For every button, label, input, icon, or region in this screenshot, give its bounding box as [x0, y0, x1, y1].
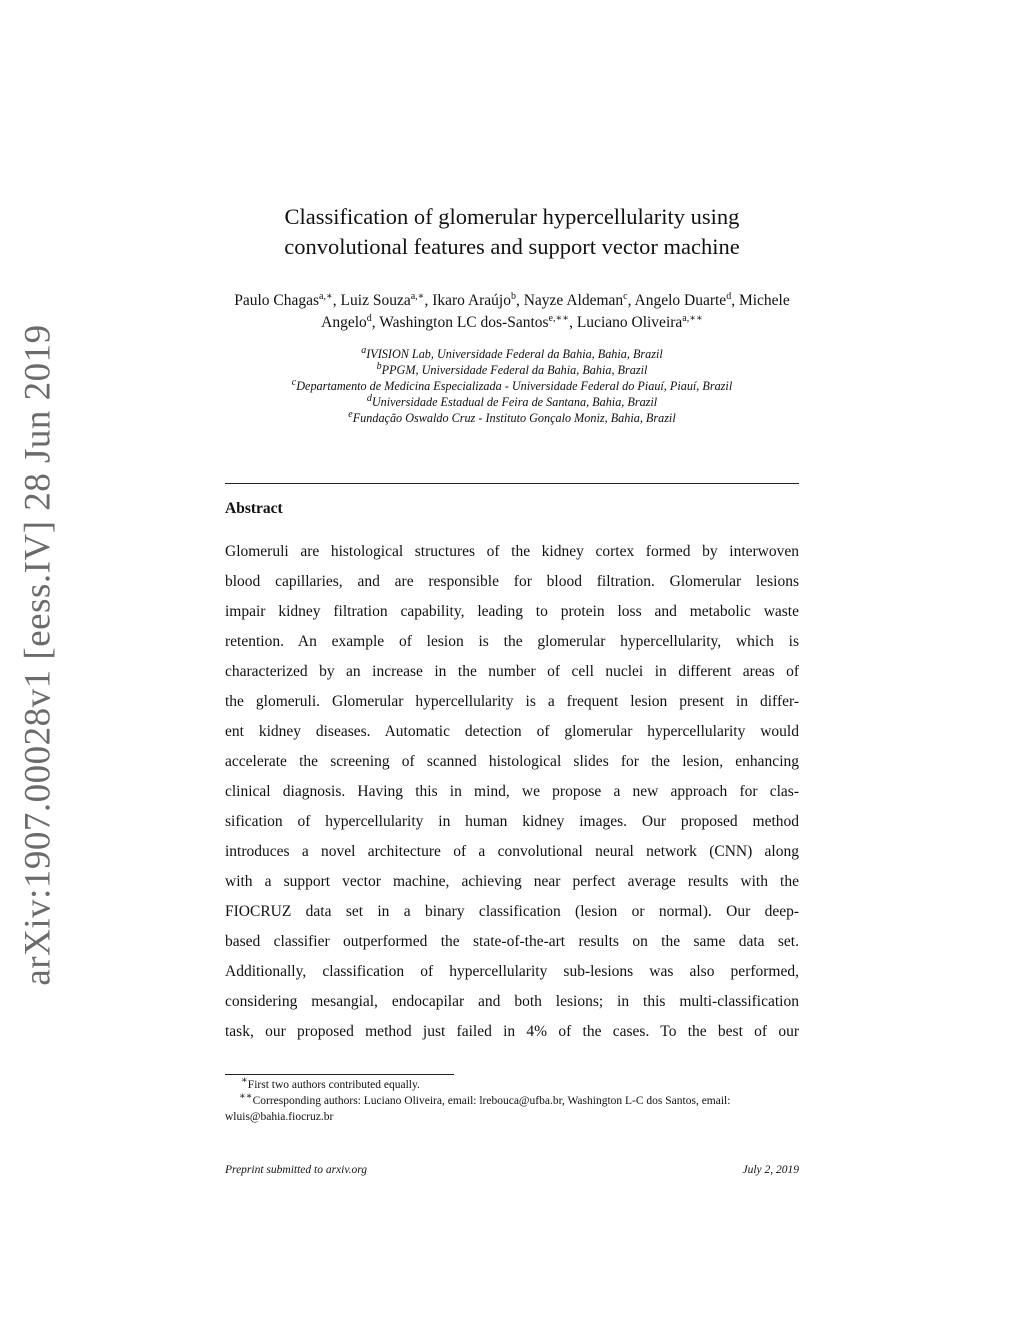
abstract-line: characterized by an increase in the number of cell nuclei in different areas of [225, 663, 799, 680]
author: Nayze Aldeman$^c$, [523, 290, 635, 309]
affiliation-item: $^a$IVISION Lab, Universidade Federal da Bahia, Bahia, Brazil [361, 344, 663, 361]
author: Luiz Souza$^{a,∗}$, [340, 290, 433, 309]
abstract-line: ent kidney diseases. Automatic detection of glomerular hypercellularity would [225, 723, 799, 740]
abstract-line: based classifier outperformed the state-of-the-art results on the same data set. [225, 933, 799, 950]
affiliation-item: $^d$Universidade Estadual de Feira de Santana, Bahia, Brazil [366, 392, 658, 409]
footnote-corresponding-authors: ∗∗Corresponding authors: Luciano Oliveira, email: lrebouca@ufba.br, Washington L-C dos Santos, email: wluis@bahia.fiocruz.br [225, 1091, 731, 1123]
author: Michele Angelo$^d$, [321, 292, 790, 331]
abstract-line: clinical diagnosis. Having this in mind, we propose a new approach for clas- [225, 783, 799, 800]
author: Angelo Duarte$^d$, [634, 290, 739, 309]
abstract-line: the glomeruli. Glomerular hypercellularity is a frequent lesion present in differ- [225, 693, 799, 710]
abstract-line: impair kidney filtration capability, leading to protein loss and metabolic waste [225, 603, 799, 620]
author: Washington LC dos-Santos$^{e,∗∗}$, [379, 312, 577, 331]
footnote-rule [225, 1074, 454, 1075]
affiliation-item: $^b$PPGM, Universidade Federal da Bahia, Bahia, Brazil [376, 360, 648, 377]
preprint-date: July 2, 2019 [742, 1164, 799, 1176]
author: Ikaro Araújo$^b$, [432, 290, 524, 309]
paper-title [225, 202, 799, 262]
affiliation-item: $^e$Fundação Oswaldo Cruz - Instituto Gonçalo Moniz, Bahia, Brazil [348, 408, 676, 425]
author: Luciano Oliveira$^{a,∗∗}$ [576, 312, 703, 331]
affiliation-list [225, 346, 799, 426]
abstract-line: accelerate the screening of scanned histological slides for the lesion, enhancing [225, 753, 799, 770]
title-line-2: convolutional features and support vector machine [284, 234, 740, 259]
author: Paulo Chagas$^{a,∗}$, [234, 290, 341, 309]
abstract-line: task, our proposed method just failed in 4% of the cases. To the best of our [225, 1023, 799, 1040]
arxiv-identifier-stamp: arXiv:1907.00028v1 [eess.IV] 28 Jun 2019 [17, 324, 59, 986]
title-line-1: Classification of glomerular hypercellularity using [284, 204, 740, 229]
abstract-line: retention. An example of lesion is the glomerular hypercellularity, which is [225, 633, 799, 650]
abstract-line: sification of hypercellularity in human kidney images. Our proposed method [225, 813, 799, 830]
footnote-equal-contribution: ∗First two authors contributed equally. [241, 1075, 420, 1091]
abstract-line: Glomeruli are histological structures of the kidney cortex formed by interwoven [225, 543, 799, 560]
abstract-body [225, 537, 799, 1047]
abstract-line: Additionally, classification of hypercellularity sub-lesions was also performed, [225, 963, 799, 980]
abstract-line: with a support vector machine, achieving near perfect average results with the [225, 873, 799, 890]
preprint-notice: Preprint submitted to arxiv.org [225, 1164, 368, 1176]
affiliation-item: $^c$Departamento de Medicina Especializada - Universidade Federal do Piauí, Piauí, Brazil [291, 376, 733, 393]
abstract-line: introduces a novel architecture of a convolutional neural network (CNN) along [225, 843, 799, 860]
abstract-line: blood capillaries, and are responsible for blood filtration. Glomerular lesions [225, 573, 799, 590]
abstract-line: considering mesangial, endocapilar and both lesions; in this multi-classification [225, 993, 799, 1010]
author-list [225, 290, 799, 334]
abstract-top-rule [225, 483, 799, 484]
footnotes [225, 1077, 799, 1125]
abstract-heading: Abstract [225, 500, 283, 517]
abstract-line: FIOCRUZ data set in a binary classification (lesion or normal). Our deep- [225, 903, 799, 920]
